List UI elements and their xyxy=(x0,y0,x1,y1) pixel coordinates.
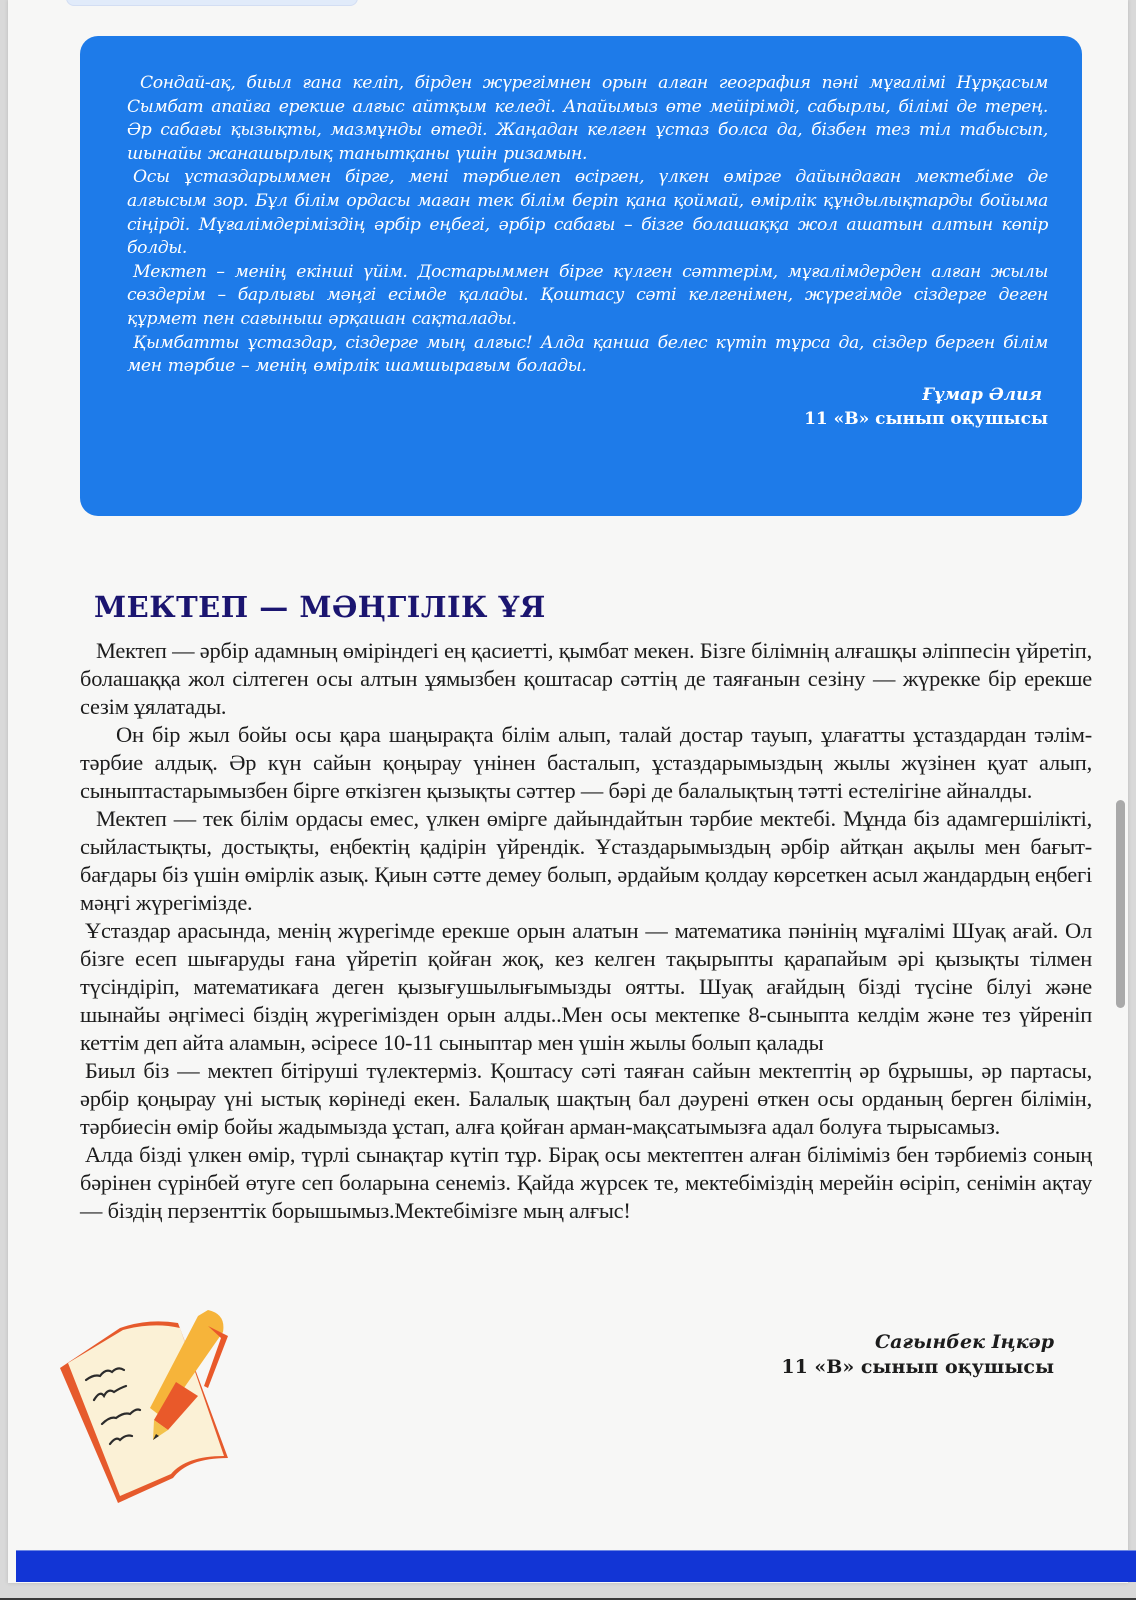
previous-card-edge xyxy=(66,0,358,6)
card-paragraph: Мектеп – менің екінші үйім. Достарыммен бірге күлген сәттерім, мұғалімдерден алған жылы сөздерім – барлығы мәңгі есімде қалады. Қоштасу сәті келгенімен, жүрегімде сіздерге деген құрмет пен сағыныш әрқашан сақталады. xyxy=(127,261,1048,329)
footer-bar xyxy=(16,1550,1136,1582)
article-paragraph: Мектеп — әрбір адамның өміріндегі ең қасиетті, қымбат мекен. Бізге білімнің алғашқы әліппесін үйретіп, болашаққа жол сілтеген осы алтын ұямызбен қоштасар сәттің де таяғанын сезіну — жүрекке бір ерекше сезім ұялатады. xyxy=(80,638,1092,719)
notebook-pen-icon xyxy=(58,1308,258,1508)
article-paragraph: Он бір жыл бойы осы қара шаңырақта білім алып, талай достар тауып, ұлағатты ұстаздардан тәлім-тәрбие алдық. Әр күн сайын қоңырау үнінен басталып, ұстаздарымыздың жылы жүзінен қуат алып, сыныптастарымызбен бірге өткізген қызықты сәттер — бәрі де балалықтың тәтті естелігіне айналды. xyxy=(80,722,1092,803)
vertical-scrollbar-thumb[interactable] xyxy=(1116,800,1125,1008)
document-page xyxy=(8,0,1128,1583)
article-paragraph: Биыл біз — мектеп бітіруші түлектерміз. Қоштасу сәті таяған сайын мектептің әр бұрышы, әр партасы, әрбір қоңырау үні ыстық көрінеді екен. Балалық шақтың бал дәурені өткен осы орданың берген білімін, тәрбиесін өмір бойы жадымызда ұстап, алға қойған арман-мақсатымызға адал болуға тырысамыз. xyxy=(80,1058,1092,1139)
article-signature xyxy=(781,1330,1054,1380)
article-paragraph: Мектеп — тек білім ордасы емес, үлкен өмірге дайындайтын тәрбие мектебі. Мұнда біз адамгершілікті, сыйластықты, достықты, еңбектің қадірін үйрендік. Ұстаздарымыздың әрбір айтқан ақылы мен бағыт-бағдары біз үшін өмірлік азық. Қиын сәтте демеу болып, әрдайым қолдау көрсеткен асыл жандардың еңбегі мәңгі жүрегімізде. xyxy=(80,806,1092,915)
article-body xyxy=(80,637,1092,1225)
gratitude-card xyxy=(80,36,1082,516)
card-author-name: Ғұмар Әлия xyxy=(922,384,1042,405)
card-signature xyxy=(127,383,1048,431)
article-author-class: 11 «В» сынып оқушысы xyxy=(781,1356,1054,1378)
card-paragraph: Сондай-ақ, биыл ғана келіп, бірден жүрегімнен орын алған география пәні мұғалімі Нұрқасым Сымбат апайға ерекше алғыс айтқым келеді. Апайымыз өте мейірімді, сабырлы, білімі де терең. Әр сабағы қызықты, мазмұнды өтеді. Жаңадан келген ұстаз болса да, бізбен тез тіл табысып, шынайы жанашырлық танытқаны үшін ризамын. xyxy=(127,73,1048,164)
card-author-class: 11 «В» сынып оқушысы xyxy=(804,408,1048,429)
article-paragraph: Ұстаздар арасында, менің жүрегімде ерекше орын алатын — математика пәнінің мұғалімі Шуақ ағай. Ол бізге есеп шығаруды ғана үйретіп қойған жоқ, кез келген тақырыпты қарапайым әрі қызықты тілмен түсіндіріп, математикаға деген қызығушылығымызды оятты. Шуақ ағайдың бізді түсіне білуі және шынайы әңгімесі біздің жүрегімізден орын алды..Мен осы мектепке 8-сыныпта келдім және тез үйреніп кеттім деп айта аламын, әсіресе 10-11 сыныптар мен үшін жылы болып қалады xyxy=(80,918,1092,1055)
article-author-name: Сағынбек Іңкәр xyxy=(874,1331,1054,1353)
article-title: МЕКТЕП — МӘҢГІЛІК ҰЯ xyxy=(94,590,546,624)
card-paragraph: Осы ұстаздарыммен бірге, мені тәрбиелеп өсірген, үлкен өмірге дайындаған мектебіме де алғысым зор. Бұл білім ордасы маған тек білім беріп қана қоймай, өмірлік құндылықтарды бойыма сіңірді. Мұғалімдеріміздің әрбір еңбегі, әрбір сабағы – бізге болашаққа жол ашатын алтын көпір болды. xyxy=(127,167,1048,259)
card-paragraph: Қымбатты ұстаздар, сіздерге мың алғыс! Алда қанша белес күтіп тұрса да, сіздер берген білім мен тәрбие – менің өмірлік шамшырағым болады. xyxy=(127,332,1048,377)
article-paragraph: Алда бізді үлкен өмір, түрлі сынақтар күтіп тұр. Бірақ осы мектептен алған біліміміз бен тәрбиеміз соның бәрінен сүрінбей өтуге сеп боларына сенеміз. Қайда жүрсек те, мектебіміздің мерейін өсіріп, сенімін ақтау — біздің перзенттік борышымыз.Мектебімізге мың алғыс! xyxy=(80,1142,1092,1223)
